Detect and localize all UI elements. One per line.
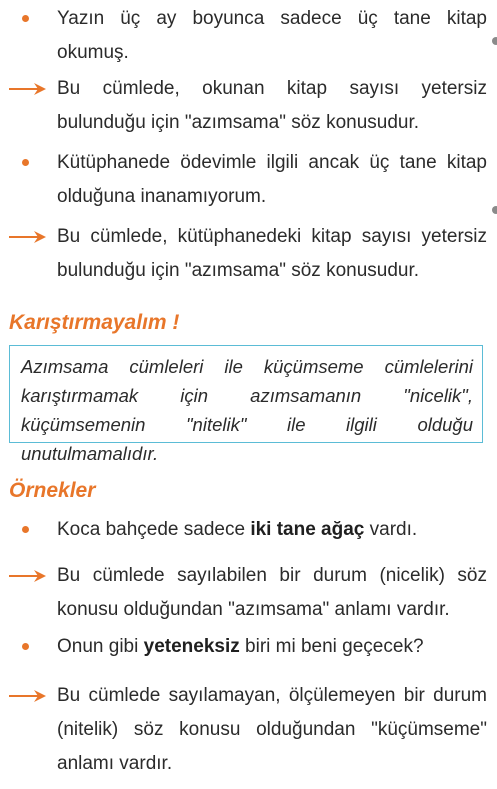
item-text: Kütüphanede ödevimle ilgili ancak üç tane kitap olduğuna inanamıyorum. [57,152,487,207]
bullet-icon [22,643,29,650]
arrow-icon [8,230,48,244]
example-text: Onun gibi [57,636,144,657]
example-highlight: yeteneksiz [143,636,240,657]
example-explanation: Bu cümlede sayılabilen bir durum (nicelik) söz konusu olduğundan "azımsama" anlamı vardır. [57,565,487,620]
example-highlight: iki tane ağaç [250,519,365,540]
note-text: Azımsama cümleleri ile küçümseme cümlelerini karıştırmamak için azımsamanın "nicelik", küçümsemenin "nitelik" ile ilgili olduğu unutulmamalıdır. [21,356,473,464]
example-text: Koca bahçede sadece [57,519,251,540]
bullet-icon [22,526,29,533]
arrow-icon [8,82,48,96]
example-sentence [57,513,487,547]
page-edge-mark [492,37,497,45]
note-heading: Karıştırmayalım ! [9,311,180,334]
item-text: Bu cümlede, kütüphanedeki kitap sayısı yetersiz bulunduğu için "azımsama" söz konusudur. [57,226,487,281]
example-sentence [57,630,487,664]
arrow-icon [8,689,48,703]
example-text: vardı. [364,519,418,540]
note-box [9,345,483,464]
arrow-icon [8,569,48,583]
examples-heading: Örnekler [9,479,96,502]
item-text: Bu cümlede, okunan kitap sayısı yetersiz bulunduğu için "azımsama" söz konusudur. [57,78,487,133]
page-edge-mark [492,206,497,214]
example-explanation: Bu cümlede sayılamayan, ölçülemeyen bir durum (nitelik) söz konusu olduğundan "küçümseme" anlamı vardır. [57,685,487,774]
item-text: Yazın üç ay boyunca sadece üç tane kitap okumuş. [57,8,487,63]
bullet-icon [22,15,29,22]
example-text: biri mi beni geçecek? [239,636,424,657]
bullet-icon [22,159,29,166]
